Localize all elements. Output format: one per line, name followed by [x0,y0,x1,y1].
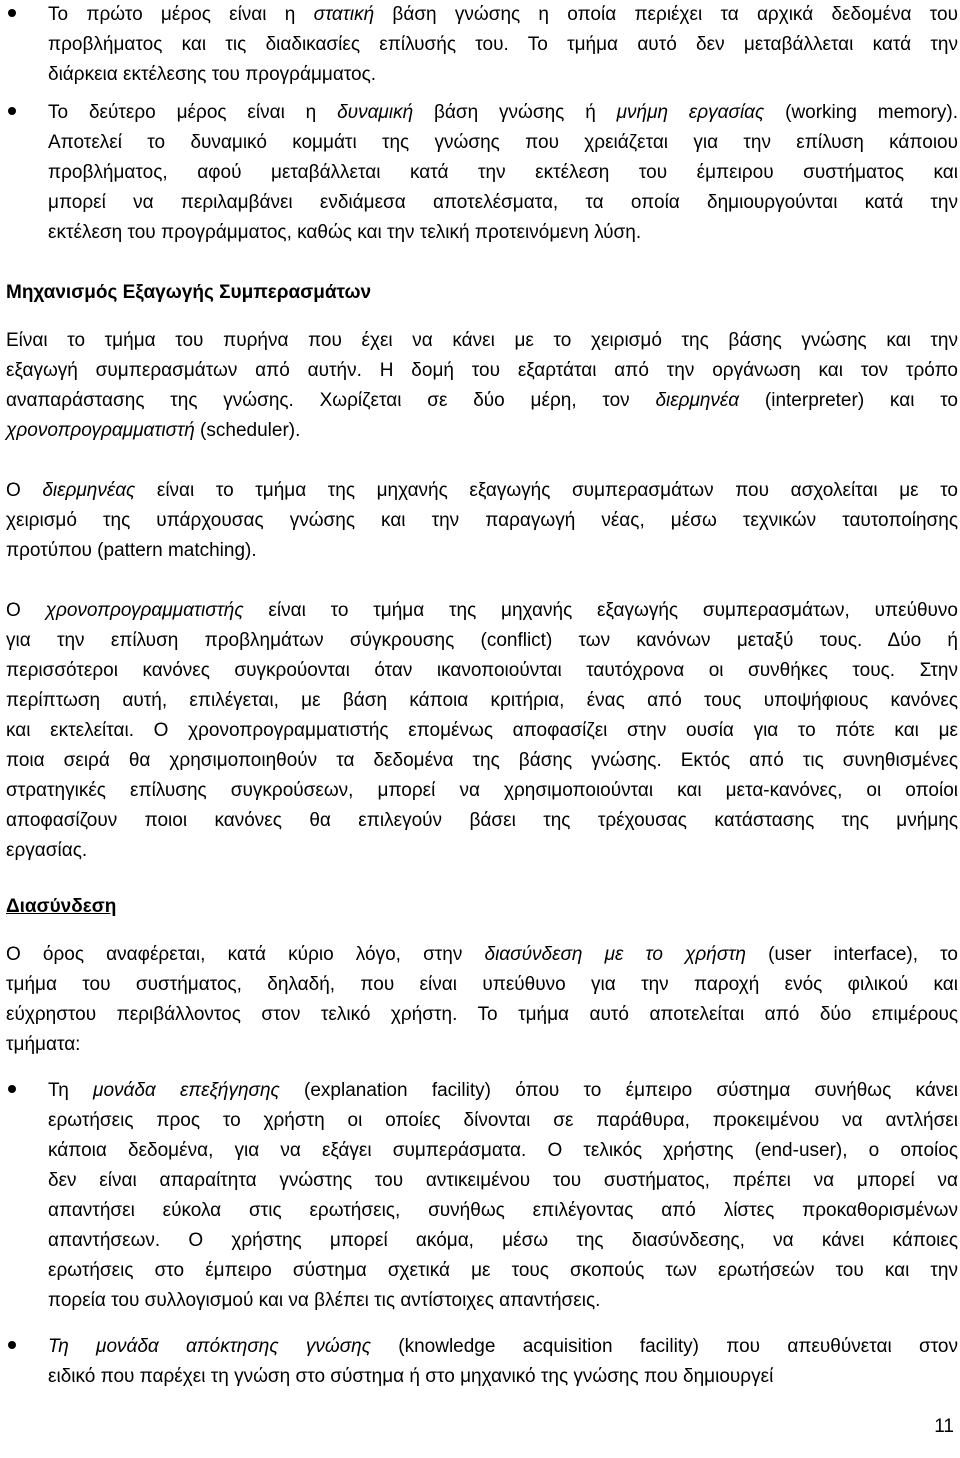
text-line: Ο χρονοπρογραμματιστής είναι το τμήμα της μηχανής εξαγωγής συμπερασμάτων, υπεύθυνο [6,600,958,621]
text-line: μπορεί να περιλαμβάνει ενδιάμεσα αποτελέσματα, τα οποία δημιουργούνται κατά την [48,192,958,213]
italic-term: στατική [313,4,375,25]
text-line: ερωτήσεις προς το χρήστη οι οποίες δίνονται σε παράθυρα, προκειμένου να αντλήσει [48,1110,958,1131]
text-line: Ο διερμηνέας είναι το τμήμα της μηχανής εξαγωγής συμπερασμάτων που ασχολείται με το [6,480,958,501]
text-line: εργασίας. [6,840,88,861]
text-line: Είναι το τμήμα του πυρήνα που έχει να κάνει με το χειρισμό της βάσης γνώσης και την [6,330,958,351]
text-line: εξαγωγή συμπερασμάτων από αυτήν. Η δομή του εξαρτάται από την οργάνωση και τον τρόπο [6,360,958,381]
text-line: Τη μονάδα απόκτησης γνώσης (knowledge acquisition facility) που απευθύνεται στον [48,1336,958,1357]
bullet-text [48,1076,958,1316]
section-heading-interface [6,892,116,922]
italic-term: μονάδα επεξήγησης [93,1080,280,1101]
paragraph-interpreter [6,476,958,566]
text-line: και εκτελείται. Ο χρονοπρογραμματιστής επομένως αποφασίζει στην ουσία για το πότε και με [6,720,958,741]
paragraph-inference-engine [6,326,958,446]
text-line: προβλήματος, αφού μεταβάλλεται κατά την εκτέλεση του έμπειρου συστήματος και [48,162,958,183]
italic-term: διασύνδεση με το χρήστη [484,944,746,965]
text-line: στρατηγικές επίλυσης συγκρούσεων, μπορεί να χρησιμοποιούνται και μετα-κανόνες, οι οποίοι [6,780,958,801]
paragraph-scheduler [6,596,958,866]
bullet-icon [8,9,16,17]
text-line: δεν είναι απαραίτητα γνώστης του αντικειμένου του συστήματος, πρέπει να μπορεί να [48,1170,958,1191]
italic-term: χρονοπρογραμματιστή [6,420,195,441]
bullet-text [48,1332,958,1392]
text-line: ποια σειρά θα χρησιμοποιηθούν τα δεδομένα της βάσης γνώσης. Εκτός από τις συνηθισμένες [6,750,958,771]
bullet-text [48,0,958,90]
italic-term: Τη μονάδα απόκτησης γνώσης [48,1336,371,1357]
text-line: κάποια δεδομένα, για να εξάγει συμπεράσματα. Ο τελικός χρήστης (end-user), ο οποίος [48,1140,958,1161]
list-item [48,1076,958,1316]
list-item [48,98,958,248]
text-line: ερωτήσεις στο έμπειρο σύστημα σχετικά με τους σκοπούς των ερωτήσεών του και την [48,1260,958,1281]
bullet-icon [8,1085,16,1093]
text-line: εύχρηστου περιβάλλοντος στον τελικό χρήστη. Το τμήμα αυτό αποτελείται από δύο επιμέρους [6,1004,958,1025]
italic-term: διερμηνέα [655,390,740,411]
text-line: ειδικό που παρέχει τη γνώση στο σύστημα ή στο μηχανικό της γνώσης που δημιουργεί [48,1366,774,1387]
paragraph-interface [6,940,958,1060]
section-heading-inference-engine: Μηχανισμός Εξαγωγής Συμπερασμάτων [6,282,372,303]
italic-term: διερμηνέας [42,480,136,501]
bullet-icon [8,107,16,115]
page-number: 11 [934,1416,954,1437]
text-line: απαντήσεων. Ο χρήστης μπορεί ακόμα, μέσω της διασύνδεσης, να κάνει κάποιες [48,1230,958,1251]
bullet-text [48,98,958,248]
list-item [48,1332,958,1392]
text-line: διάρκεια εκτέλεσης του προγράμματος. [48,64,377,85]
text-line: προτύπου (pattern matching). [6,540,257,561]
text-line: Το πρώτο μέρος είναι η στατική βάση γνώσης η οποία περιέχει τα αρχικά δεδομένα του [48,4,958,25]
list-item [48,0,958,90]
heading-text: Διασύνδεση [6,896,117,917]
text-line: χρονοπρογραμματιστή (scheduler). [6,420,301,441]
text-line: Τη μονάδα επεξήγησης (explanation facility) όπου το έμπειρο σύστημα συνήθως κάνει [48,1080,959,1101]
italic-term: χρονοπρογραμματιστής [45,600,244,621]
text-line: αποφασίζουν ποιοι κανόνες θα επιλεγούν βάσει της τρέχουσας κατάστασης της μνήμης [6,810,958,831]
text-line: για την επίλυση προβλημάτων σύγκρουσης (conflict) των κανόνων μεταξύ τους. Δύο ή [6,630,958,651]
text-line: χειρισμό της υπάρχουσας γνώσης και την παραγωγή νέας, μέσω τεχνικών ταυτοποίησης [6,510,958,531]
text-line: τμήματα: [6,1034,81,1055]
text-line: πορεία του συλλογισμού και να βλέπει τις αντίστοιχες απαντήσεις. [48,1290,601,1311]
text-line: απαντήσει εύκολα στις ερωτήσεις, συνήθως επιλέγοντας από λίστες προκαθορισμένων [48,1200,958,1221]
text-line: αναπαράστασης της γνώσης. Χωρίζεται σε δύο μέρη, τον διερμηνέα (interpreter) και το [6,390,958,411]
italic-term: μνήμη εργασίας [616,102,765,123]
text-line: περίπτωση αυτή, επιλέγεται, με βάση κάποια κριτήρια, ένας από τους υποψήφιους κανόνες [6,690,958,711]
italic-term: δυναμική [337,102,414,123]
text-line: τμήμα του συστήματος, δηλαδή, που είναι υπεύθυνο για την παροχή ενός φιλικού και [6,974,958,995]
text-line: εκτέλεση του προγράμματος, καθώς και την τελική προτεινόμενη λύση. [48,222,642,243]
text-line: Ο όρος αναφέρεται, κατά κύριο λόγο, στην διασύνδεση με το χρήστη (user interface), το [6,944,958,965]
text-line: προβλήματος και τις διαδικασίες επίλυσής του. Το τμήμα αυτό δεν μεταβάλλεται κατά την [48,34,958,55]
text-line: Αποτελεί το δυναμικό κομμάτι της γνώσης που χρειάζεται για την επίλυση κάποιου [48,132,958,153]
bullet-icon [8,1341,16,1349]
text-line: Το δεύτερο μέρος είναι η δυναμική βάση γνώσης ή μνήμη εργασίας (working memory). [48,102,958,123]
text-line: περισσότεροι κανόνες συγκρούονται όταν ικανοποιούνται ταυτόχρονα οι συνθήκες τους. Στην [6,660,958,681]
